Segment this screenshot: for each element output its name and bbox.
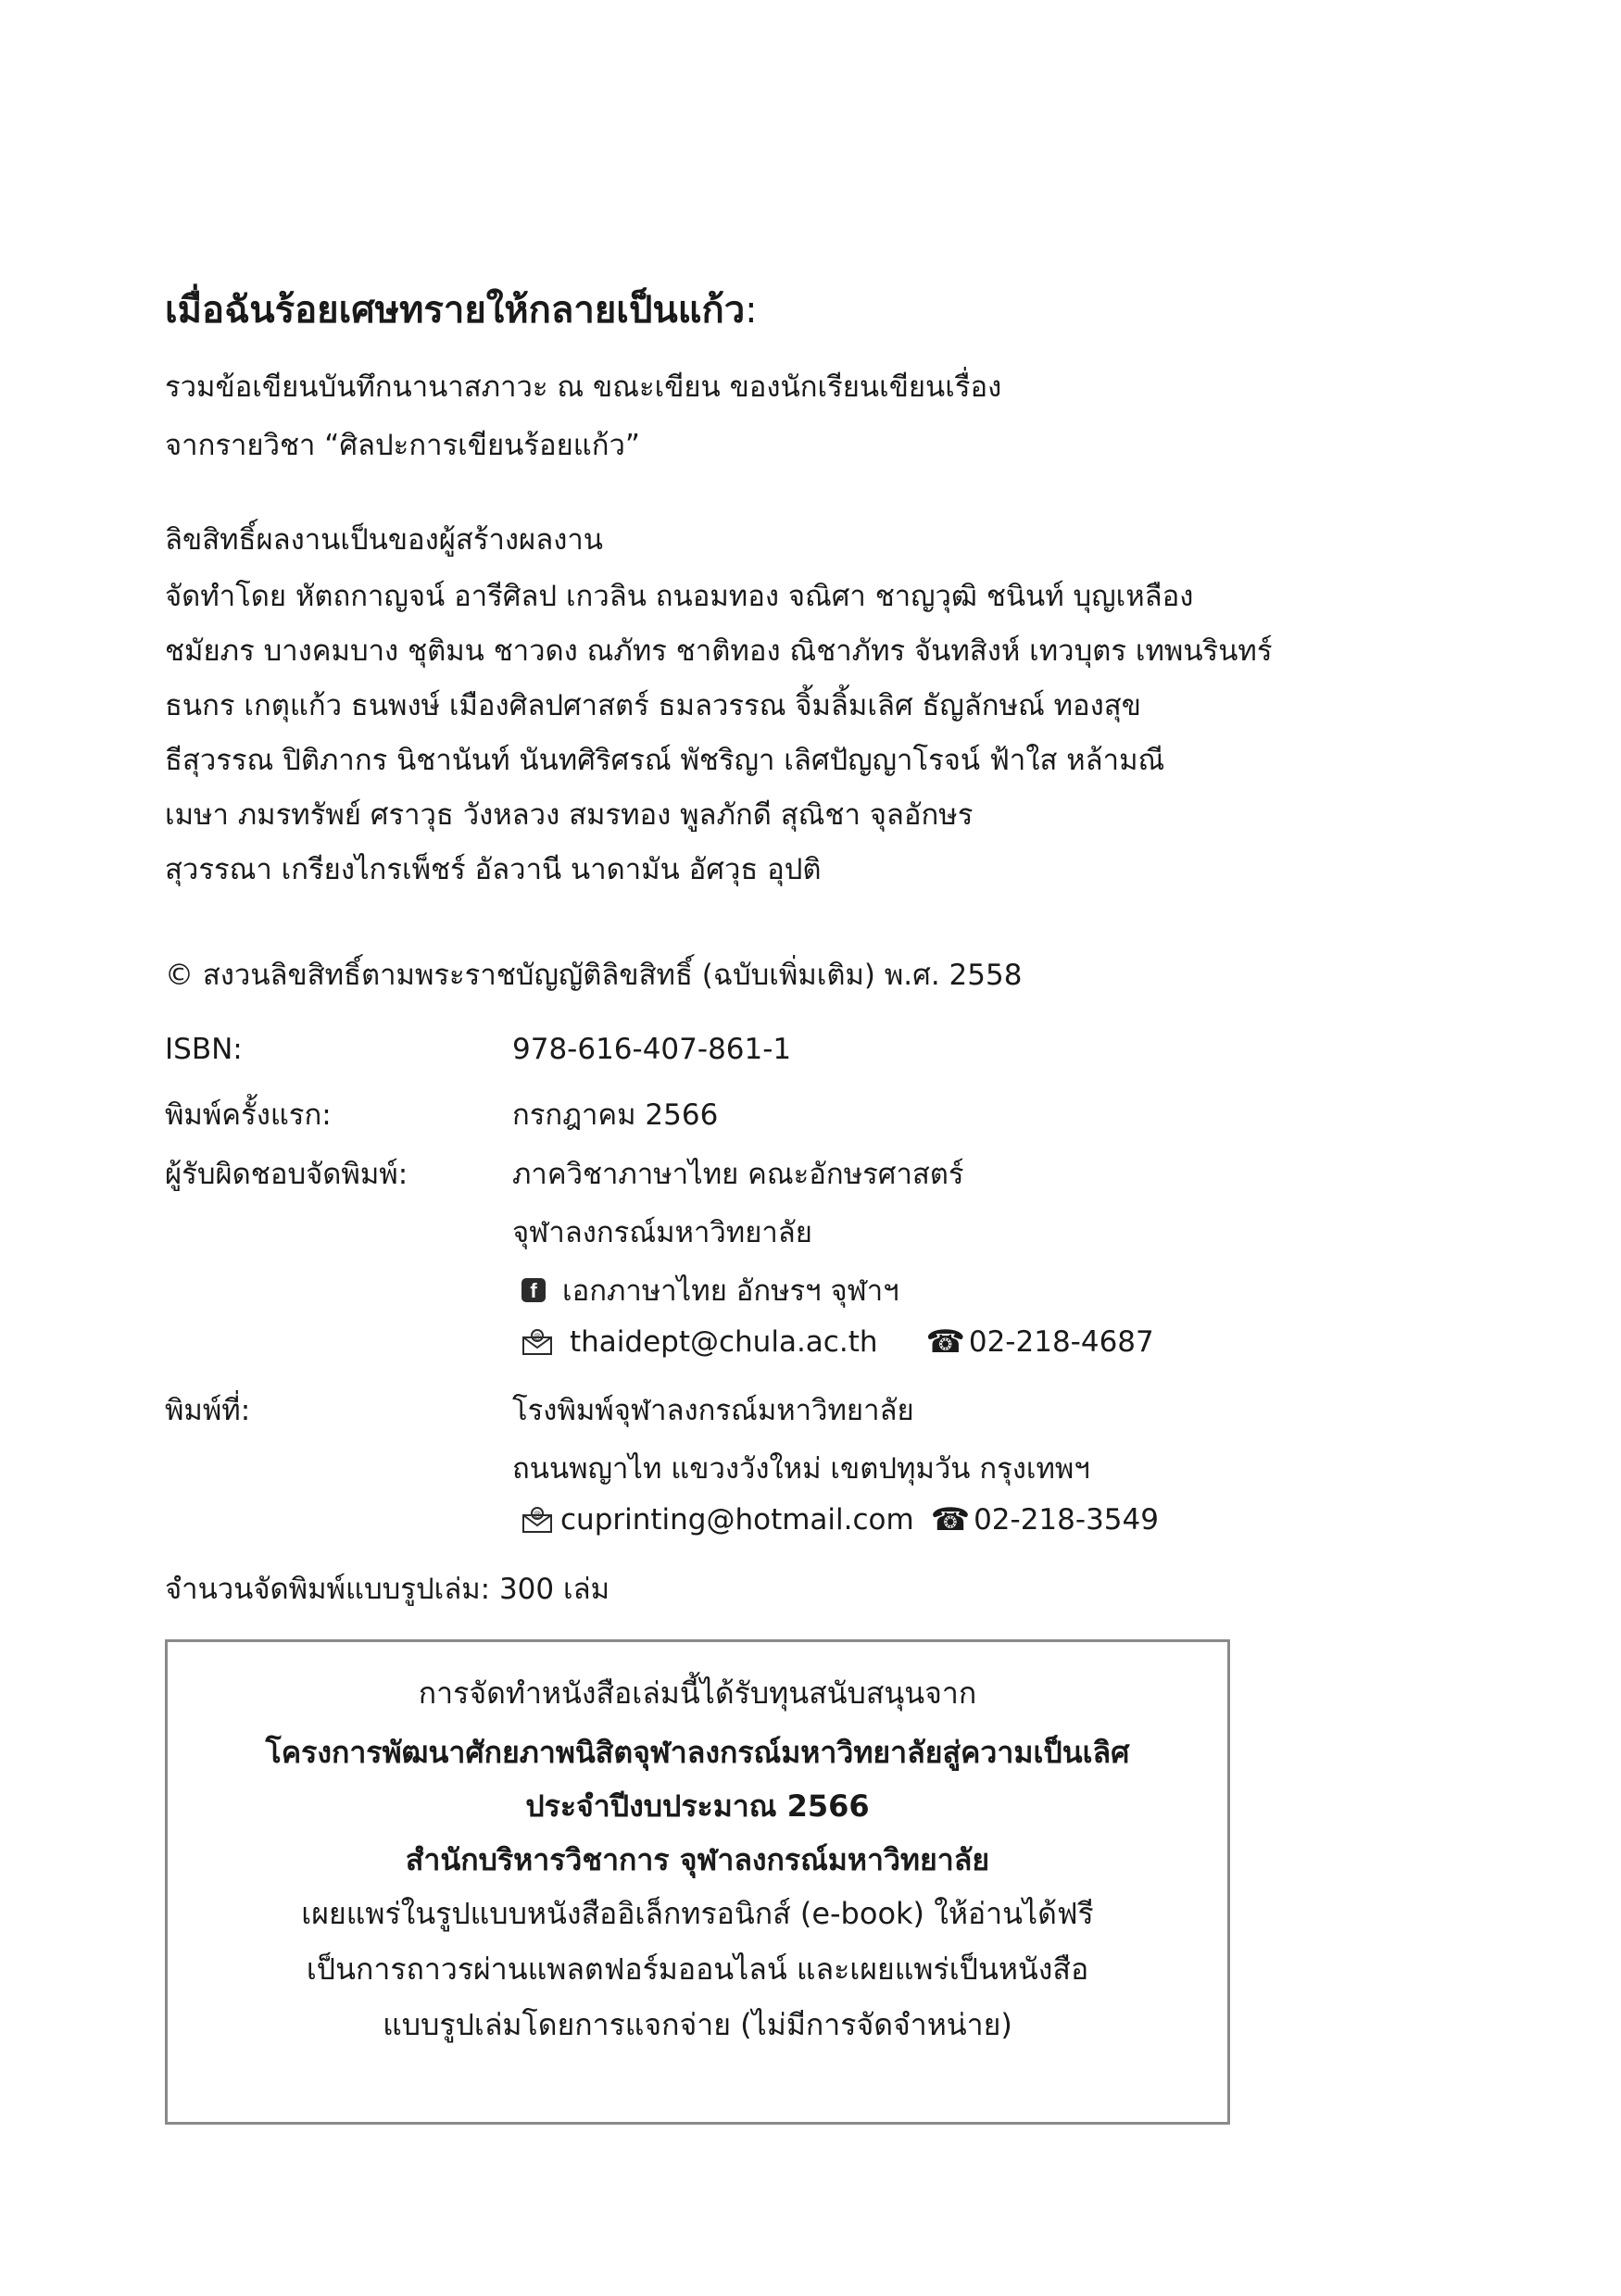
printer-line-1: โรงพิมพ์จุฬาลงกรณ์มหาวิทยาลัย [512,1394,914,1427]
book-title-text: เมื่อฉันร้อยเศษทรายให้กลายเป็นแก้ว [165,289,746,332]
authors-line-2: ชมัยภร บางคมบาง ชุติมน ชาวดง ณภัทร ชาติทอง ณิชาภัทร จันทสิงห์ เทวบุตร เทพนรินทร์ [165,634,1273,668]
svg-text:@: @ [534,1332,541,1340]
sponsor-line-1: การจัดทำหนังสือเล่มนี้ได้รับทุนสนับสนุนจาก [418,1675,977,1711]
sponsor-line-2: โครงการพัฒนาศักยภาพนิสิตจุฬาลงกรณ์มหาวิทยาลัยสู่ความเป็นเลิศ [265,1735,1130,1770]
book-title [165,280,758,339]
phone-icon: ☎ [930,1501,971,1538]
subtitle-line-1: รวมข้อเขียนบันทึกนานาสภาวะ ณ ขณะเขียน ของนักเรียนเขียนเรื่อง [165,370,1002,404]
sponsor-box [165,1639,1230,2125]
book-title-colon: : [745,289,758,332]
printer-contact-row [521,1503,1159,1537]
facebook-icon: f [521,1278,546,1302]
sponsor-line-3: ประจำปีงบประมาณ 2566 [525,1788,870,1824]
subtitle-line-2: จากรายวิชา “ศิลปะการเขียนร้อยแก้ว” [165,429,640,462]
printer-label: พิมพ์ที่: [165,1394,251,1427]
publisher-line-1: ภาควิชาภาษาไทย คณะอักษรศาสตร์ [512,1158,964,1191]
printer-line-2: ถนนพญาไท แขวงวังใหม่ เขตปทุมวัน กรุงเทพฯ [512,1452,1090,1486]
sponsor-line-7: แบบรูปเล่มโดยการแจกจ่าย (ไม่มีการจัดจำหน่าย) [383,2007,1012,2042]
sponsor-line-5: เผยแพร่ในรูปแบบหนังสืออิเล็กทรอนิกส์ (e-book) ให้อ่านได้ฟรี [301,1896,1094,1931]
authors-line-6: สุวรรณา เกรียงไกรเพ็ชร์ อัลวานี นาดามัน อัศวุธ อุปติ [165,853,822,886]
rights-statement: ลิขสิทธิ์ผลงานเป็นของผู้สร้างผลงาน [165,523,603,557]
svg-text:@: @ [534,1510,541,1518]
printer-email[interactable]: cuprinting@hotmail.com [560,1503,914,1537]
publisher-contact-row [521,1325,1154,1359]
authors-line-1: จัดทำโดย หัตถกาญจน์ อารีศิลป เกวลิน ถนอมทอง จณิศา ชาญวุฒิ ชนินท์ บุญเหลือง [165,580,1194,613]
isbn-label: ISBN: [165,1033,243,1066]
publisher-facebook[interactable]: เอกภาษาไทย อักษรฯ จุฬาฯ [562,1274,899,1308]
publisher-phone[interactable]: 02-218-4687 [968,1325,1154,1359]
publisher-line-2: จุฬาลงกรณ์มหาวิทยาลัย [512,1216,812,1249]
authors-line-4: ธีสุวรรณ ปิติภากร นิชานันท์ นันทศิริศรณ์ พัชริญา เลิศปัญญาโรจน์ ฟ้าใส หล้ามณี [165,744,1165,777]
print-count: จำนวนจัดพิมพ์แบบรูปเล่ม: 300 เล่ม [165,1573,610,1606]
email-icon [521,1506,553,1534]
publisher-facebook-row[interactable] [521,1267,899,1313]
isbn-value: 978-616-407-861-1 [512,1033,792,1066]
copyright-notice: © สงวนลิขสิทธิ์ตามพระราชบัญญัติลิขสิทธิ์ (ฉบับเพิ่มเติม) พ.ศ. 2558 [165,959,1023,992]
sponsor-line-6: เป็นการถาวรผ่านแพลตฟอร์มออนไลน์ และเผยแพร่เป็นหนังสือ [306,1951,1089,1987]
first-print-label: พิมพ์ครั้งแรก: [165,1098,332,1132]
sponsor-line-4: สำนักบริหารวิชาการ จุฬาลงกรณ์มหาวิทยาลัย [405,1842,990,1877]
publisher-label: ผู้รับผิดชอบจัดพิมพ์: [165,1158,408,1191]
phone-icon: ☎ [925,1324,965,1361]
authors-line-5: เมษา ภมรทรัพย์ ศราวุธ วังหลวง สมรทอง พูลภักดี สุณิชา จุลอักษร [165,798,974,832]
publisher-email[interactable]: thaidept@chula.ac.th [570,1325,878,1359]
authors-line-3: ธนกร เกตุแก้ว ธนพงษ์ เมืองศิลปศาสตร์ ธมลวรรณ จิ้มลิ้มเลิศ ธัญลักษณ์ ทองสุข [165,689,1141,722]
printer-phone[interactable]: 02-218-3549 [974,1503,1159,1537]
first-print-value: กรกฎาคม 2566 [512,1098,719,1132]
email-icon [521,1328,553,1356]
